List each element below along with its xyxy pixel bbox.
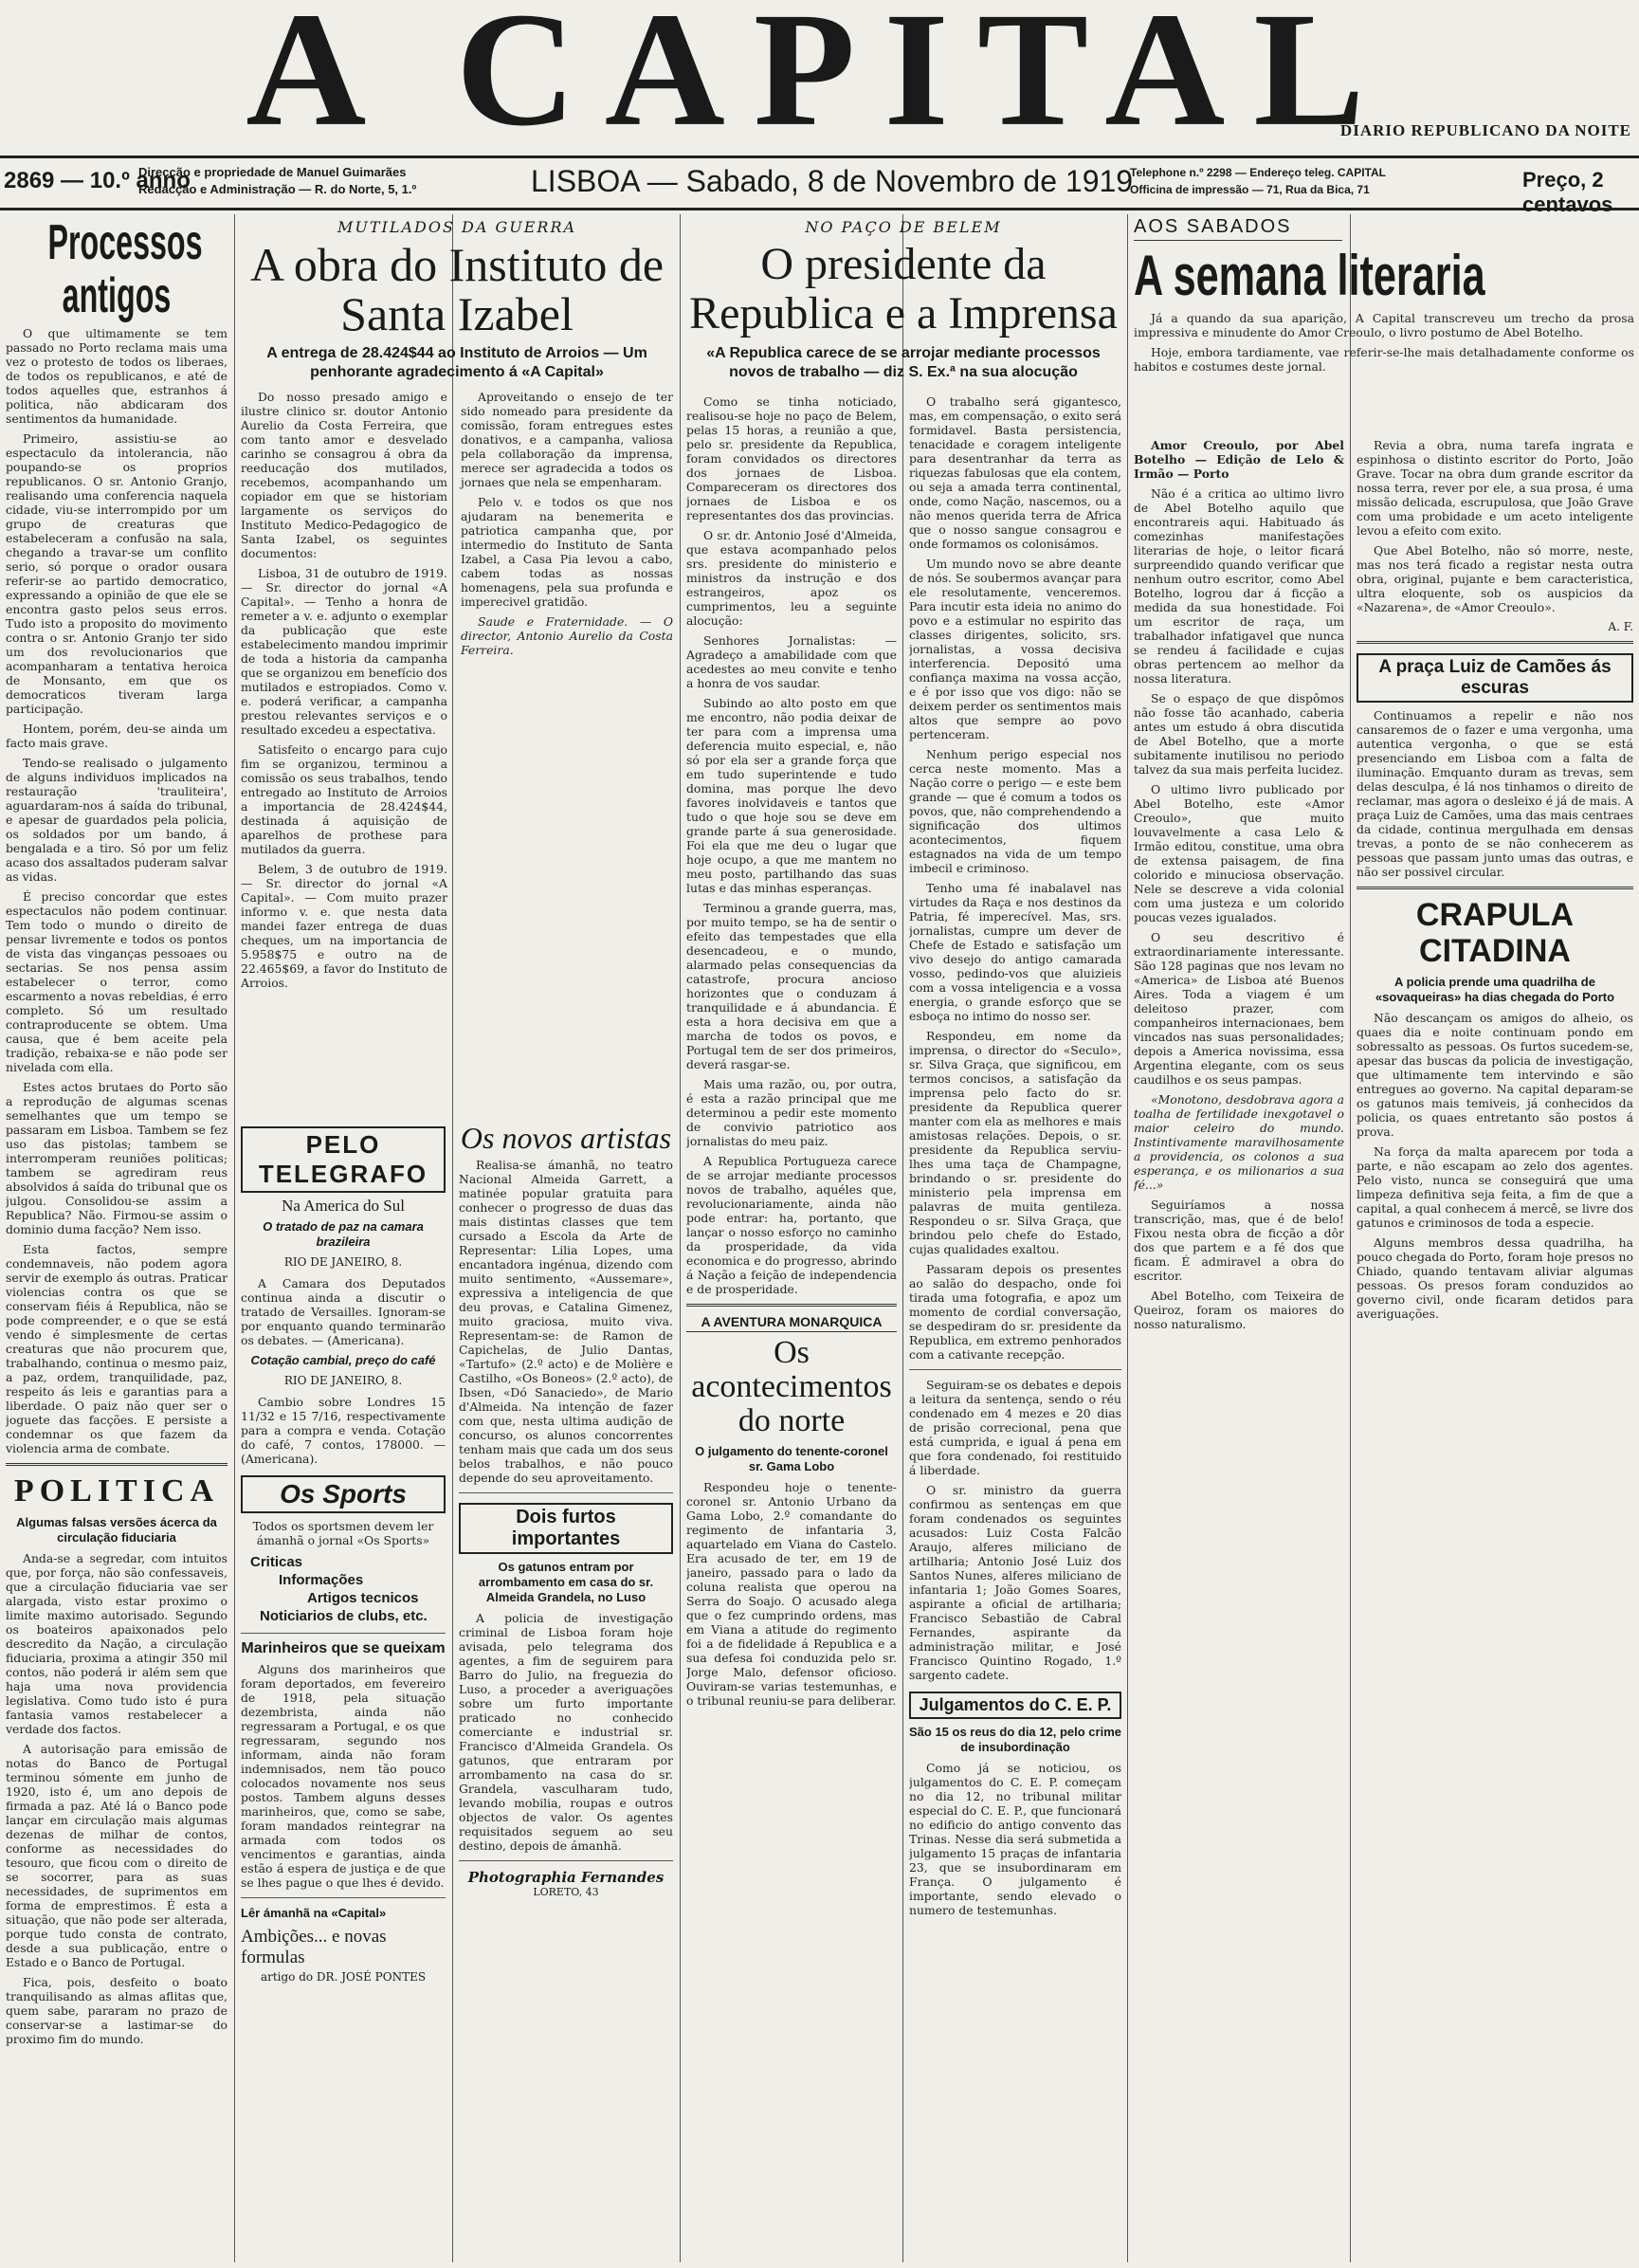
article-paragraph: Não descançam os amigos do alheio, os quaes dia e noite continuam pondo em sobressalto as pessoas. Os furtos sucedem-se, apesar das buscas da policia de investigação, que ultimamente tem intervindo e são entregues ao governo. Na capital deparam-se os gatunos mais temiveis, já conhecidos da policia, os quaes entretanto são postos á prova. (1357, 1011, 1633, 1139)
america-title: Na America do Sul (282, 1197, 405, 1215)
book-reference: Amor Creoulo, por Abel Botelho — Edição de Lelo & Irmão — Porto (1134, 438, 1344, 481)
column-artistas (459, 1117, 673, 2262)
article-paragraph: Satisfeito o encargo para cujo fim se organizou, terminou a comissão os seus trabalhos, tendo entregado ao Instituto de Arroios a importancia de 28.424$44, destinada á aquisição de aparelhos de prothese para mutilados da guerra. (241, 742, 447, 856)
acontecimentos-heading: Os acontecimentos do norte (691, 1335, 892, 1438)
section-divider (1357, 887, 1633, 889)
redaction-line: Redacção e Administração — R. do Norte, 5, 1.º (138, 182, 417, 196)
section-divider (459, 1492, 673, 1493)
article-paragraph: Belem, 3 de outubro de 1919. — Sr. director do jornal «A Capital». — Com muito prazer informo v. e. que nesta data mandei fazer entrega de duas cheques, um na importancia de 5.958$75 e outro na de 22.465$69, a favor do Instituto de Arroios. (241, 862, 447, 990)
article-paragraph: Passaram depois os presentes ao salão do despacho, onde foi tirada uma fotografia, e apoz um momento de cordial conversação, se despediram do sr. presidente da Republica, em extremo penhorados com a cativante recepção. (909, 1262, 1121, 1362)
article-headline: A obra do Instituto de Santa Izabel (249, 238, 665, 340)
office-line: Officina de impressão — 71, Rua da Bica, 71 (1130, 183, 1370, 196)
section-divider (686, 1304, 897, 1307)
article-headline (1134, 245, 1634, 307)
article-paragraph: Do nosso presado amigo e ilustre clinico sr. doutor Antonio Aurelio da Costa Ferreira, que com tanto amor e desvelado carinho se consagrou á obra da reeducação dos mutilados, recebemos, acompanhando um copiador em que se historiam largamente os serviços do Instituto Medico-Pedagogico de Santa Izabel, os seguintes documentos: (241, 390, 447, 560)
aos-sabados-label: AOS SABADOS (1134, 214, 1342, 241)
section-divider (459, 1860, 673, 1861)
article-subcolumn (461, 390, 673, 996)
section-divider (1357, 641, 1633, 644)
article-paragraph: Respondeu, em nome da imprensa, o director do «Seculo», sr. Silva Graça, que significou, em termos concisos, a satisfação da imprensa pelo facto do sr. presidente da Republica querer manter com ela as melhores e mais amistosas relações. Depois, o sr. presidente da Republica serviu-lhes uma taça de Champagne, brindando o sr. presidente do ministerio pela imprensa em palavras de muita gentileza. Respondeu o sr. Silva Graça, que brindou pelo chefe do Estado, cujas qualidades exaltou. (909, 1029, 1121, 1256)
article-paragraph: Abel Botelho, com Teixeira de Queiroz, foram os maiores do nosso naturalismo. (1134, 1289, 1344, 1331)
issue-number: 2869 — 10.º anno (4, 168, 191, 193)
article-rubric: NO PAÇO DE BELEM (805, 218, 1002, 236)
article-paragraph: O sr. ministro da guerra confirmou as sentenças em que foram condenados os seguintes acusados: Luiz Costa Falcão Araujo, alferes miliciano de artilharia; Antonio José Luiz dos Santos Nunes, alferes miliciano de infantaria 1; João Gomes Soares, aspirante a oficial de artilharia; Francisco Sebastião de Cabral Fernandes, aspirante da administração militar, e José Francisco Quintino Rogado, 1.º sargento cadete. (909, 1483, 1121, 1682)
ler-heading: Lêr ámanhã na «Capital» (241, 1906, 387, 1920)
sports-list-item: Criticas (250, 1554, 303, 1570)
article-paragraph: Cambio sobre Londres 15 11/32 e 15 7/16, respectivamente para a compra e venda. Cotação do café, 7 contos, 178000. — (Americana). (241, 1395, 446, 1466)
article-paragraph: A policia de investigação criminal de Lisboa foram hoje avisada, pelo telegrama dos agentes, a fim de seguirem para Barro do Julio, na freguezia do Luso, a proceder a averiguações sobre um furto importante praticado no conhecido comerciante e industrial sr. Francisco d'Almeida Grandela. Os gatunos, que entraram por arrombamento na casa do sr. Grandela, vasculharam tudo, levando mobilia, roupas e outros objectos de valor. Os agentes requisitados seguem ao seu destino, depois de ámanhã. (459, 1610, 673, 1853)
article-paragraph: Que Abel Botelho, não só morre, neste, mas nos terá ficado a registar nesta outra obra, original, pujante e bem caracteristica, ultra eloquente, sob os auspicios da «Nazarena», de «Amor Creoulo». (1357, 543, 1633, 614)
article-paragraph: Lisboa, 31 de outubro de 1919. — Sr. director do jornal «A Capital». — Tenho a honra de remeter a v. e. adjunto o exemplar da publicação que este estabelecimento mandou imprimir de toda a historia da campanha que se organizou em benefício dos mutilados e estropiados. Como v. e. poderá verificar, a campanha prestou relevantes serviços e o resultado excedeu a espectativa. (241, 566, 447, 737)
article-paragraph: Terminou a grande guerra, mas, por muito tempo, se ha de sentir o efeito das tempestades que ella desencadeou, e o mundo, alarmado pelas consequencias da catastrofe, procura ancioso horizontes que o conduzam á tranquilidade e á abundancia. É esta a hora decisiva em que a marcha de todos os povos, e Portugal tem de ser dos primeiros, deverá rasgar-se. (686, 901, 897, 1071)
article-headline: O presidente da Republica e a Imprensa (689, 239, 1118, 338)
crapula-heading: CRAPULA CITADINA (1415, 897, 1575, 969)
artistas-heading: Os novos artistas (460, 1121, 672, 1155)
photo-ad-address: LORETO, 43 (533, 1885, 599, 1898)
article-paragraph: É preciso concordar que estes espectaculos não podem continuar. Tem todo o mundo o direito de pensar livremente e todos os pontos de vista das vinganças pessoaes ou sectarias. Se nos pensa assim estabelecer o terror, como escarmento a novas rebeldias, é erro completo. Só um resultado contraproducente se obtem. Uma causa, que é bem aceite pela tradição, rebaixa-se e não pode ser nivelada com ella. (6, 889, 228, 1074)
article-paragraph: Na força da malta aparecem por toda a parte, e não escapam ao zelo dos agentes. Pelo visto, nunca se conseguirá que uma limpeza definitiva seja feita, a fim de que a capital, a qual conhecem á mercê, se livre dos gatunos e criminosos de toda a especie. (1357, 1144, 1633, 1230)
section-divider (909, 1369, 1121, 1370)
telegrafo-heading: PELO TELEGRAFO (241, 1126, 446, 1193)
article-paragraph: Continuamos a repelir e não nos cansaremos de o fazer e uma vergonha, uma autentica vergonha, o que se está presenciando em Lisboa com a falta de iluminação. Emquanto duram as trevas, sem delas desculpa, é lá nos tinhamos o direito de reclamar, mas agora o desleixo é já de mais. A praça Luiz de Camões, uma das mais centraes da cidade, continua mergulhada em densas trevas, a ponto de se não conhecerem as pessoas que passam junto umas das outras, e não ser possivel circular. (1357, 708, 1633, 879)
headline-text: Processos antigos (47, 215, 203, 323)
column-telegrafo (241, 1117, 446, 2262)
column-rule (234, 214, 235, 2262)
sports-list-item: Informações (279, 1572, 364, 1588)
newspaper-title: A CAPITAL (246, 0, 1393, 161)
article-signature: A. F. (1608, 620, 1633, 633)
article-paragraph: Aproveitando o ensejo de ter sido nomeado para presidente da comissão, foram entregues estes donativos, e a campanha, valiosa pela collaboração da imprensa, merece ser agradecida a todos os jornaes que nela se empenharam. (461, 390, 673, 489)
article-quote: «Monotono, desdobrava agora a toalha de fertilidade inexgotavel o maior celeiro do mundo. Instintivamente maravilhosamente a providencia, os colonos a sua esperança, e os milionarios a sua fé...» (1134, 1092, 1344, 1192)
article-paragraph: Fica, pois, desfeito o boato tranquilisando as almas aflitas que, quem sabe, pararam no prazo de conservar-se a lastimar-se do proximo fim do mundo. (6, 1975, 228, 2046)
masthead (0, 0, 1639, 161)
article-paragraph: Nenhum perigo especial nos cerca neste momento. Mas a Nação corre o perigo — e este bem grande — que é comum a todos os povos, que, não comprehendendo a significação dos ultimos acontecimentos, fiquem estagnados na vida de um tempo imbecil e criminoso. (909, 747, 1121, 875)
cambio-title: Cotação cambial, preço do café (250, 1353, 436, 1367)
direction-line: Direcção e propriedade de Manuel Guimarães (138, 165, 407, 179)
article-paragraph: O trabalho será gigantesco, mas, em compensação, o exito será formidavel. Basta persistencia, tenacidade e coragem inteligente para desentranhar da terra as riquezas fabulosas que ela contem, ou seja a amada terra continental, onde, como Nação, nascemos, ou a não menos querida terra de Africa que o nosso sangue consagrou e onde formamos os colonisámos. (909, 394, 1121, 551)
article-paragraph: Hoje, embora tardiamente, vae referir-se-lhe mais detalhadamente conforme os habitos e costumes deste jornal. (1134, 345, 1634, 374)
article-paragraph: Pelo v. e todos os que nos ajudaram na benemerita e patriotica campanha que, por intermedio do Instituto de Santa Izabel, a Casa Pia levou a cabo, cabem todas as nossas homenagens, pela sua profunda e imperecivel gratidão. (461, 495, 673, 609)
price: Preço, 2 centavos (1522, 168, 1613, 216)
aventura-heading: A AVENTURA MONARQUICA (686, 1314, 897, 1332)
column-presidente-cont (909, 394, 1121, 2262)
america-subtitle: O tratado de paz na camara brazileira (263, 1219, 424, 1249)
article-signature: Saude e Fraternidade. — O director, Antonio Aurelio da Costa Ferreira. (461, 614, 673, 657)
article-paragraph: Seguiram-se os debates e depois a leitura da sentença, sendo o réu condenado em 4 mezes e 20 dias de prisão correcional, pena que está cumprida, e igual á pena em que fora condenado, foi restituido á liberdade. (909, 1378, 1121, 1477)
furtos-heading: Dois furtos importantes (459, 1503, 673, 1554)
section-divider (241, 1897, 446, 1898)
section-divider (6, 1463, 228, 1466)
article-paragraph: Esta factos, sempre condemnaveis, não podem agora servir de exemplo ás outras. Praticar violencias contra os que se conservam fiéis á Republica, não se pode compreender, e o que se está vendo é simplesmente de certas creaturas que não procurem que, trabalhando, continua o mesmo paiz, a paz, ordem, tranquilidade, paz, respeito ás leis e garantias para a liberdade. O paiz não quer ser o joguete das facções. E persiste a condemnar os que fazem da violencia arma de combate. (6, 1242, 228, 1455)
article-paragraph: Já a quando da sua aparição, A Capital transcreveu um trecho da prosa impressiva e minudente do Amor Creoulo, o livro postumo de Abel Botelho. (1134, 311, 1634, 339)
article-paragraph: Se o espaço de que dispômos não fosse tão acanhado, caberia antes um estudo á obra discutida de Abel Botelho, que a morte subitamente inutilisou no periodo talvez da sua mais perfeita lucidez. (1134, 691, 1344, 777)
article-paragraph: O seu descritivo é extraordinariamente interessante. São 128 paginas que nos levam no «America» de Lisboa até Buenos Aires. Toda a viagem é um deleitoso prazer, com companheiros internacionaes, bem vincados nas suas personalidades; depois a America novissima, essa Argentina elegante, com os seus caudilhos e os seus pampas. (1134, 930, 1344, 1087)
article-deck: A entrega de 28.424$44 ao Instituto de Arroios — Um penhorante agradecimento á «A Capital» (266, 345, 647, 380)
article-paragraph: O sr. dr. Antonio José d'Almeida, que estava acompanhado pelos srs. presidente do ministerio e ministros da instrução e dos estrangeiros, apoz os cumprimentos, leu a seguinte alocução: (686, 528, 897, 628)
headline-text: A semana literaria (1134, 244, 1485, 307)
article-paragraph: Hontem, porém, deu-se ainda um facto mais grave. (6, 722, 228, 750)
article-paragraph: Respondeu hoje o tenente-coronel sr. Antonio Urbano da Gama Lobo, 2.º comandante do regimento de infantaria 3, aquartelado em Viana do Castelo. Era acusado de ter, em 19 de janeiro, passado para o lado da coluna realista que operou na Serra do Soajo. O acusado alega que o fez cumprindo ordens, mas em Viana a atitude do regimento foi a de fidelidade á Republica e a sua defesa foi conduzida pelo sr. Jorge Malo, defensor oficioso. Ouviram-se varias testemunhas, e o tribunal reuniu-se para deliberar. (686, 1480, 897, 1708)
article-instituto (241, 214, 673, 1106)
dateline: LISBOA — Sabado, 8 de Novembro de 1919 (531, 164, 1134, 198)
section-divider (241, 1633, 446, 1634)
column-rule (1127, 214, 1128, 2262)
telephone-line: Telephone n.º 2298 — Endereço teleg. CAPITAL (1130, 166, 1386, 179)
article-paragraph: Seguiríamos a nossa transcrição, mas, que é de belo! Fixou nesta obra de ficção a dôr dos que partem e a fé dos que ficam. É admiravel a obra do escritor. (1134, 1198, 1344, 1283)
column-right (1357, 438, 1633, 2262)
column-processos-antigos (6, 214, 228, 2262)
article-paragraph: Tendo-se realisado o julgamento de alguns individuos implicados na restauração 'trauliteira', aguardaram-nos á saída do tribunal, e apesar de guardados pela policia, os soldados por um bando, á bengalada e a tiro. Só por um feliz acaso dos assaltados puderam salvar as vidas. (6, 756, 228, 884)
article-paragraph: Senhores Jornalistas: — Agradeço a amabilidade com que acedestes ao meu convite e tenho a honra de vos saudar. (686, 633, 897, 690)
article-paragraph: A Republica Portugueza carece de se arrojar mediante processos novos de trabalho, aquéles que, revolucionariamente, ainda não pode entrar: ha, portanto, que lançar o nosso esforço no caminho da prosperidade, da vida economica e do progresso, abrindo á Nação a feição de independencia e de prosperidade. (686, 1154, 897, 1296)
article-paragraph: Revia a obra, numa tarefa ingrata e espinhosa o distinto escritor do Porto, João Grave. Tocar na obra dum grande escritor da nossa terra, rever por ele, a sua prosa, é uma missão delicada, escrupulosa, que João Grave com uma probidade e um aceto inteligente levou a efeito com exito. (1357, 438, 1633, 538)
article-paragraph: Como já se noticiou, os julgamentos do C. E. P. começam no dia 12, no tribunal militar especial do C. E. P., que funcionará no edificio do antigo convento das Trinas. Nesse dia será submetida a julgamento 15 praças de infantaria 23, que se insubordinaram em França. O julgamento é importante, sendo elevado o numero de testemunhas. (909, 1761, 1121, 1917)
photo-ad: Photographia Fernandes (467, 1868, 665, 1886)
column-semana-literaria-body (1134, 438, 1344, 2262)
direction-info (138, 164, 416, 198)
article-paragraph: Estes actos brutaes do Porto são a reprodução de algumas scenas semelhantes que um tempo se passaram em Lisboa. Tambem se fez uso das pistolas; tambem se interromperam reuniões politicas; tambem se agrediram reus absolvidos á saída do tribunal que os julgou. Consolidou-se assim a Republica? Não. Firmou-se assim o dominio duma facção? Nem isso. (6, 1080, 228, 1236)
article-paragraph: Primeiro, assistiu-se ao espectaculo da intolerancia, não poupando-se os proprios republicanos. O sr. Antonio Granjo, realisando uma conferencia naquela cidade, viu-se interrompido por um grupo de creaturas que estabeleceram a confusão na sala, chegando a travar-se um conflito serio, só porque o orador ousara referir-se ao partido democratico, expressando a opinião de que ele se encontra gasto pelos seus erros. Tudo isto a proposito do movimento contra o sr. Antonio Granjo ter sido um dos revolucionarios que acompanharam a tentativa heroica de Monsanto, em que os democraticos tiveram larga participação. (6, 431, 228, 716)
sports-list (241, 1553, 446, 1625)
article-paragraph: Um mundo novo se abre deante de nós. Se soubermos avançar para ele resolutamente, venceremos. Para incutir esta ideia no animo do povo e a estimular no espirito das classes dirigentes, solicito, srs. jornalistas, a vossa decisiva interferencia. Depositó uma confiança maxima na vossa acção, e é por isso que vos digo: não se deixem perder os sentimentos mais altos que sempre ao povo pertenceram. (909, 557, 1121, 741)
dispatch-date: RIO DE JANEIRO, 8. (283, 1374, 403, 1387)
article-headline (6, 216, 228, 322)
article-paragraph: Como se tinha noticiado, realisou-se hoje no paço de Belem, pelas 15 horas, a reunião a que, pelo sr. presidente da Republica, foram convidados os directores dos jornaes de Lisboa. Compareceram os directores dos jornaes de Lisboa e os representantes dos das provincias. (686, 394, 897, 522)
sports-heading: Os Sports (241, 1475, 446, 1513)
info-bar (0, 155, 1639, 216)
column-presidente-body (686, 394, 897, 2262)
article-paragraph: Tenho uma fé inabalavel nas virtudes da Raça e nos destinos da Patria, fé imperecível. Mas, srs. jornalistas, cumpre um dever de Chefe de Estado e satisfação um vivo desejo do antigo camarada vosso, pedindo-vos que aluizieis com a vossa inteligencia e a vossa energia, o grande esforço que se esboça no intimo do nosso ser. (909, 881, 1121, 1023)
article-paragraph: A Camara dos Deputados continua ainda a discutir o tratado de Versailles. Ignoram-se por enquanto quando terminarão os debates. — (Americana). (241, 1276, 446, 1347)
article-paragraph: Não é a critica ao ultimo livro de Abel Botelho aquilo que encontrareis aqui. Habituado ás comezinhas manifestações literarias de hoje, o leitor ficará surpreendido quando verificar que nenhum outro escritor, como Abel Botelho, logrou dar á ficção a medida da sua honestidade. Foi um escritor de raça, um trabalhador infatigavel que nunca se rendeu á facilidade e cujas obras pertencem ao melhor da nossa literatura. (1134, 486, 1344, 686)
cep-heading: Julgamentos do C. E. P. (909, 1692, 1121, 1719)
article-paragraph: A autorisação para emissão de notas do Banco de Portugal terminou sómente em junho de 1920, isto é, um ano depois de firmada a paz. Até lá o Banco pode lançar em circulação mais algumas dezenas de milhar de contos, conforme as necessidades do tesouro, que ficou com o direito de se socorrer, para as suas necessidades, de suprimentos em forma de emprestimos. É esta a situação, que não pode ser alterada, porque tudo consta de contrato, desde a sua publicação, entre o Estado e o Banco de Portugal. (6, 1742, 228, 1969)
julgamento-subheading: O julgamento do tenente-coronel sr. Gama Lobo (695, 1444, 888, 1473)
column-rule (680, 214, 681, 2262)
telephone-info (1130, 164, 1386, 198)
crapula-subheading: A policia prende uma quadrilha de «sovaqueiras» ha dias chegada do Porto (1375, 975, 1615, 1004)
article-paragraph: Realisa-se ámanhã, no teatro Nacional Almeida Garrett, a matinée popular gratuita para conhecer o progresso de duas das mais distintas classes que tem cursado a Escola da Arte de Representar: Lilia Lopes, uma encantadora ingénua, dizendo com muito sentimento, «Aussemare», expressiva a inteligencia de que deu provas, e Catalina Gimenez, muito graciosa, muito viva. Representam-se: de Ramon de Capichelas, de Julio Dantas, «Tartufo» (2.º acto) e de Molière e Castilho, «Os Boneos» (2.º acto), de Ibsen, «Dó Sanaciedo», de Mario d'Almeida. Na intenção de fazer com que, nesta ultima audição de concurso, os alunos concorrentes tenham mais que cada um dos seus belos trabalhos, e não pouco depende do seu aproveitamento. (459, 1157, 673, 1485)
article-body-columns (241, 390, 673, 996)
article-paragraph: O ultimo livro publicado por Abel Botelho, este «Amor Creoulo», que muito louvavelmente a casa Lelo & Irmão editou, constitue, uma obra de extensa paisagem, de fina colorido e minuciosa observação. Nele se descreve a vida colonial com uma justeza e um colorido poucas vezes igualados. (1134, 782, 1344, 924)
article-subcolumn (241, 390, 447, 996)
politica-heading: POLITICA (13, 1473, 220, 1509)
marinheiros-heading: Marinheiros que se queixam (241, 1640, 446, 1656)
politica-subheading: Algumas falsas versões ácerca da circulação fiduciaria (16, 1515, 217, 1545)
article-paragraph: Alguns dos marinheiros que foram deportados, em fevereiro de 1918, pela situação dezembrista, ainda não regressaram a Portugal, e os que regressaram, segundo nos informam, ainda não foram indemnisados, nem tão pouco colocados novamente nos seus postos. Tambem alguns desses marinheiros, que, como se sabe, foram mandados reintegrar na armada com todos os vencimentos e garantias, ainda estão á espera de justiça e de que se lhes pague o que lhes é devido. (241, 1662, 446, 1890)
article-paragraph: Anda-se a segredar, com intuitos que, por força, não são confessaveis, que a circulação fiduciaria vae ser alargada, visto estar proximo o limite maximo autorisado. Segundo os boateiros apaixonados pelo descredito da Nação, a circulação fiduciaria, proxima a atingir 350 mil contos, não poderá ir além sem que haja uma nova providencia legislativa. Como tudo isto é pura fantasia vamos restabelecer a verdade dos factos. (6, 1551, 228, 1736)
cep-subheading: São 15 os reus do dia 12, pelo crime de insubordinação (909, 1725, 1121, 1754)
newspaper-subtitle: DIARIO REPUBLICANO DA NOITE (1339, 121, 1631, 139)
article-paragraph: Subindo ao alto posto em que me encontro, não podia deixar de ter para com a imprensa uma deferencia muito especial, e, não só por ela ser a grande força que em tudo superintende e tudo domina, mas porque lhe devo favores inolvidaveis e tantos que tudo o que hoje sou se deve em grande parte á sua generosidade. Foi ela que me deu o lugar que hoje ocupo, a que me mantem no meu posto, partilhando das suas lutas e das minhas esperanças. (686, 696, 897, 895)
sports-list-item: Noticiarios de clubs, etc. (260, 1608, 428, 1624)
ambicoes-title: Ambições... e novas formulas (241, 1927, 387, 1967)
article-paragraph: Mais uma razão, ou, por outra, é esta a razão principal que me determinou a pedir este momento de convivio patriotico aos jornalistas do meu paiz. (686, 1077, 897, 1148)
article-deck: «A Republica carece de se arrojar mediante processos novos de trabalho — diz S. Ex.ª na sua alocução (706, 345, 1101, 380)
sports-text: Todos os sportsmen devem ler ámanhã o jornal «Os Sports» (252, 1519, 434, 1547)
dispatch-date: RIO DE JANEIRO, 8. (283, 1255, 403, 1269)
camoes-heading: A praça Luiz de Camões ás escuras (1357, 653, 1633, 703)
sports-list-item: Artigos tecnicos (307, 1590, 419, 1606)
ambicoes-byline: artigo do DR. JOSÉ PONTES (260, 1970, 427, 1984)
article-rubric: MUTILADOS DA GUERRA (337, 218, 577, 236)
furtos-subheading: Os gatunos entram por arrombamento em casa do sr. Almeida Grandela, no Luso (478, 1559, 654, 1604)
article-paragraph: Alguns membros dessa quadrilha, ha pouco chegada do Porto, foram hoje presos no Chiado, quando tentavam aliviar algumas pessoas. Os presos foram conduzidos ao governo civil, onde ficaram detidos para averiguações. (1357, 1235, 1633, 1321)
article-paragraph: O que ultimamente se tem passado no Porto reclama mais uma vez o protesto de todos os liberaes, de todos os republicanos, e até de todos aquelles que, estranhos á politica, não abdicaram dos sentimentos da humanidade. (6, 326, 228, 426)
